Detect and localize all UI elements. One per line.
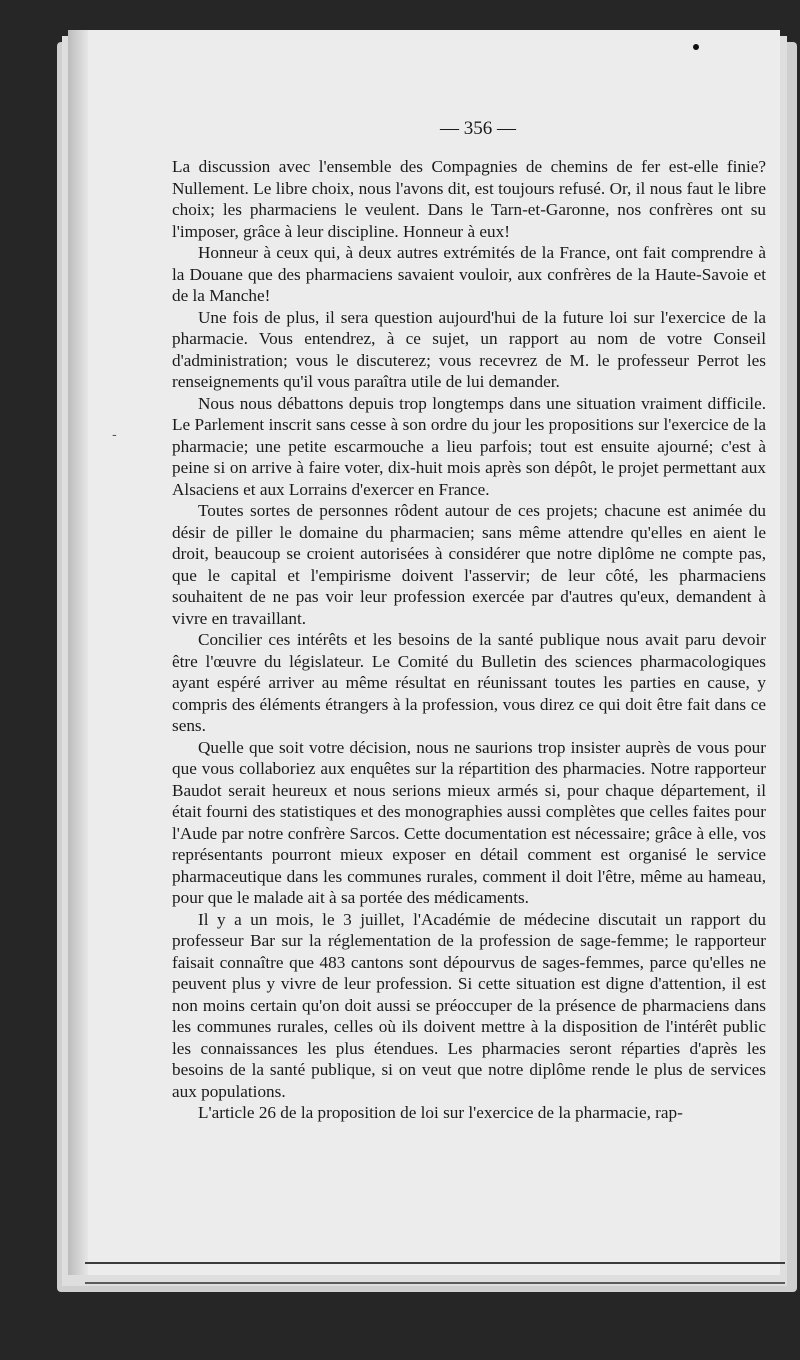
page-number: — 356 — bbox=[440, 118, 516, 139]
paragraph: Nous nous débattons depuis trop longtemps dans une situation vraiment difficile. Le Parlement inscrit sans cesse à son ordre du jour les propositions sur l'exercice de la pharmacie; une petite escarmouche a lieu parfois; tout est ensuite ajourné; c'est à peine si on arrive à faire voter, dix-huit mois après son dépôt, le projet permettant aux Alsaciens et aux Lorrains d'exercer en France. bbox=[172, 393, 766, 499]
margin-mark: - bbox=[112, 427, 117, 443]
paragraph: La discussion avec l'ensemble des Compagnies de chemins de fer est-elle finie? Nullement. Le libre choix, nous l'avons dit, est toujours refusé. Or, il nous faut le libre choix; les pharmaciens le veulent. Dans le Tarn-et-Garonne, nos confrères ont su l'imposer, grâce à leur discipline. Honneur à eux! bbox=[172, 157, 766, 241]
page-bottom-edges bbox=[85, 1262, 785, 1284]
page-binding-edge bbox=[68, 30, 88, 1275]
paragraph: Concilier ces intérêts et les besoins de la santé publique nous avait paru devoir être l'œuvre du législateur. Le Comité du Bulletin des sciences pharmacologiques ayant espéré arriver au même résultat en réunissant toutes les parties en cause, y compris des éléments étrangers à la profession, vous direz ce qui doit être fait dans ce sens. bbox=[172, 630, 766, 735]
paragraph: Honneur à ceux qui, à deux autres extrémités de la France, ont fait comprendre à la Douane que des pharmaciens savaient vouloir, aux confrères de la Haute-Savoie et de la Manche! bbox=[172, 243, 766, 305]
paragraph: Il y a un mois, le 3 juillet, l'Académie de médecine discutait un rapport du professeur Bar sur la réglementation de la profession de sage-femme; le rapporteur faisait connaître que 483 cantons sont dépourvus de sages-femmes, parce qu'elles ne peuvent plus y vivre de leur profession. Si cette situation est digne d'attention, il est non moins certain qu'on doit aussi se préoccuper de la présence de pharmaciens dans les communes rurales, celles où ils doivent mettre à la disposition de l'intérêt public les connaissances les plus étendues. Les pharmacies seront réparties d'après les besoins de la santé publique, si on veut que notre diplôme rende le plus de services aux populations. bbox=[172, 909, 766, 1101]
paragraph: Une fois de plus, il sera question aujourd'hui de la future loi sur l'exercice de la pharmacie. Vous entendrez, à ce sujet, un rapport au nom de votre Conseil d'administration; vous le discuterez; vous recevrez de M. le professeur Perrot les renseignements qu'il vous paraîtra utile de lui demander. bbox=[172, 307, 766, 391]
paragraph: Quelle que soit votre décision, nous ne saurions trop insister auprès de vous pour que vous collaboriez aux enquêtes sur la répartition des pharmacies. Notre rapporteur Baudot serait heureux et nous serions mieux armés si, pour chaque département, il était fourni des statistiques et des monographies aussi complètes que celles faites pour l'Aude par notre confrère Sarcos. Cette documentation est nécessaire; grâce à elle, vos représentants pourront mieux exposer en détail comment est organisé le service pharmaceutique dans les communes rurales, comment il doit l'être, même au hameau, pour que le malade ait à sa portée des médicaments. bbox=[172, 737, 766, 907]
body-text bbox=[172, 156, 766, 1124]
ink-spot bbox=[693, 44, 699, 50]
paragraph: Toutes sortes de personnes rôdent autour de ces projets; chacune est animée du désir de piller le domaine du pharmacien; sans même attendre qu'elles en aient le droit, beaucoup se croient autorisées à considérer que notre diplôme ne compte pas, que le capital et l'empirisme doivent l'asservir; de leur côté, les pharmaciens souhaitent de ne pas voir leur profession exercée par d'autres qu'eux, demandent à vivre en travaillant. bbox=[172, 501, 766, 628]
paragraph: L'article 26 de la proposition de loi sur l'exercice de la pharmacie, rap- bbox=[198, 1103, 683, 1122]
